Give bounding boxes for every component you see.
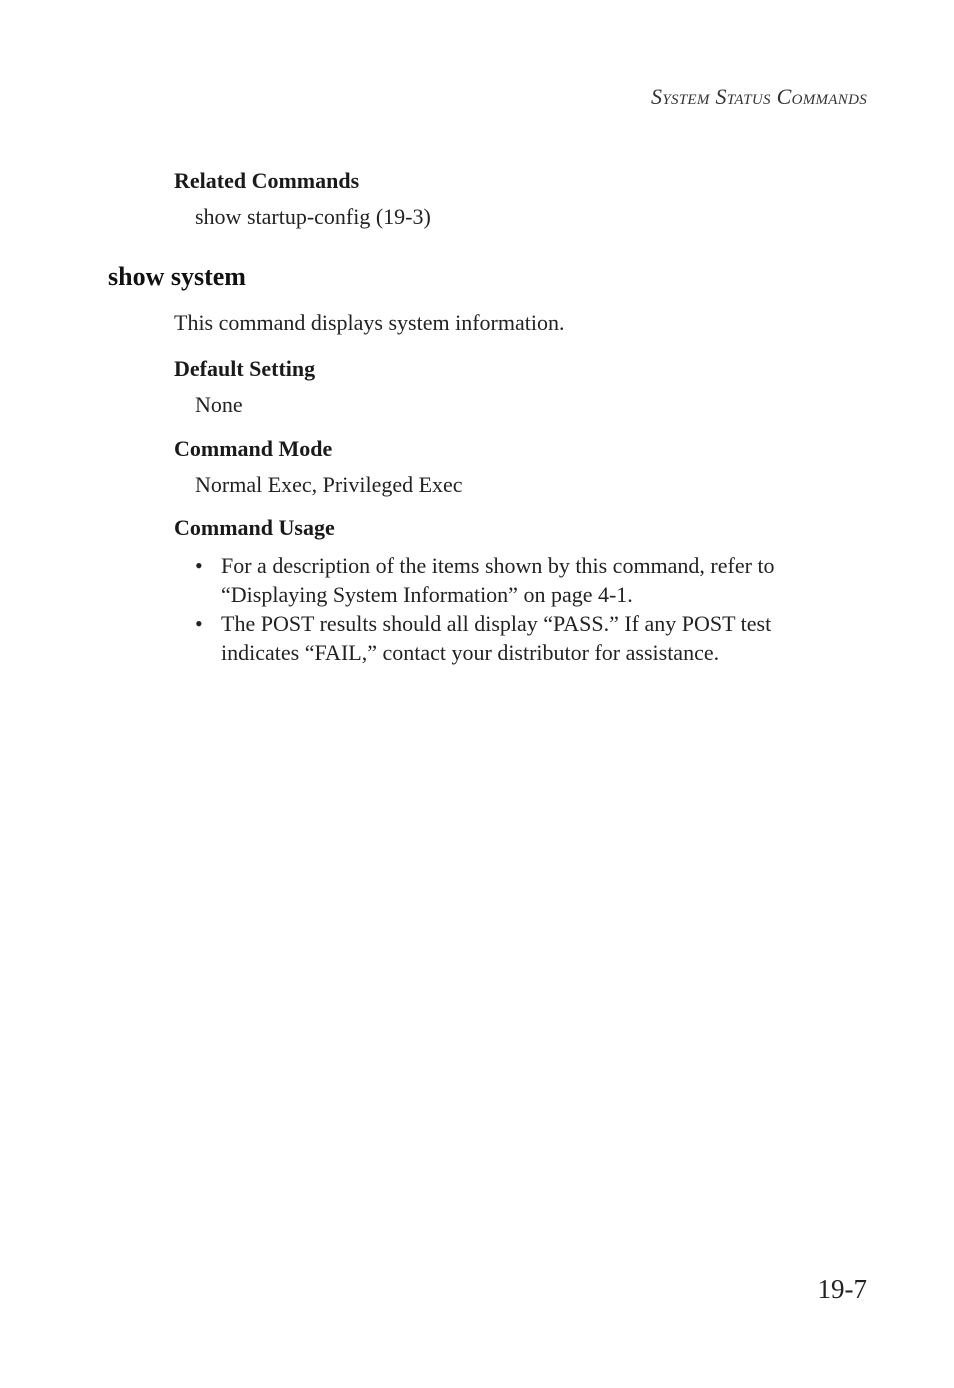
list-item-text: For a description of the items shown by this command, refer to “Displaying System Information” on page 4-1. — [221, 553, 775, 607]
section-description: This command displays system information. — [174, 310, 565, 335]
bullet-icon: • — [195, 611, 203, 636]
related-commands-text: show startup-config (19-3) — [195, 204, 431, 229]
section-title: show system — [108, 262, 246, 291]
command-mode-text: Normal Exec, Privileged Exec — [195, 472, 463, 497]
bullet-icon: • — [195, 553, 203, 578]
page-number: 19-7 — [817, 1274, 867, 1304]
list-item-text: The POST results should all display “PASS.” If any POST test indicates “FAIL,” contact your distributor for assistance. — [221, 611, 772, 665]
list-item — [195, 609, 835, 667]
command-usage-list — [195, 551, 835, 667]
running-head-title: System Status Commands — [651, 84, 867, 109]
command-usage-heading: Command Usage — [174, 515, 335, 540]
list-item — [195, 551, 835, 609]
default-setting-heading: Default Setting — [174, 356, 316, 381]
related-commands-heading: Related Commands — [174, 168, 360, 193]
default-setting-text: None — [195, 392, 243, 417]
command-mode-heading: Command Mode — [174, 436, 333, 461]
